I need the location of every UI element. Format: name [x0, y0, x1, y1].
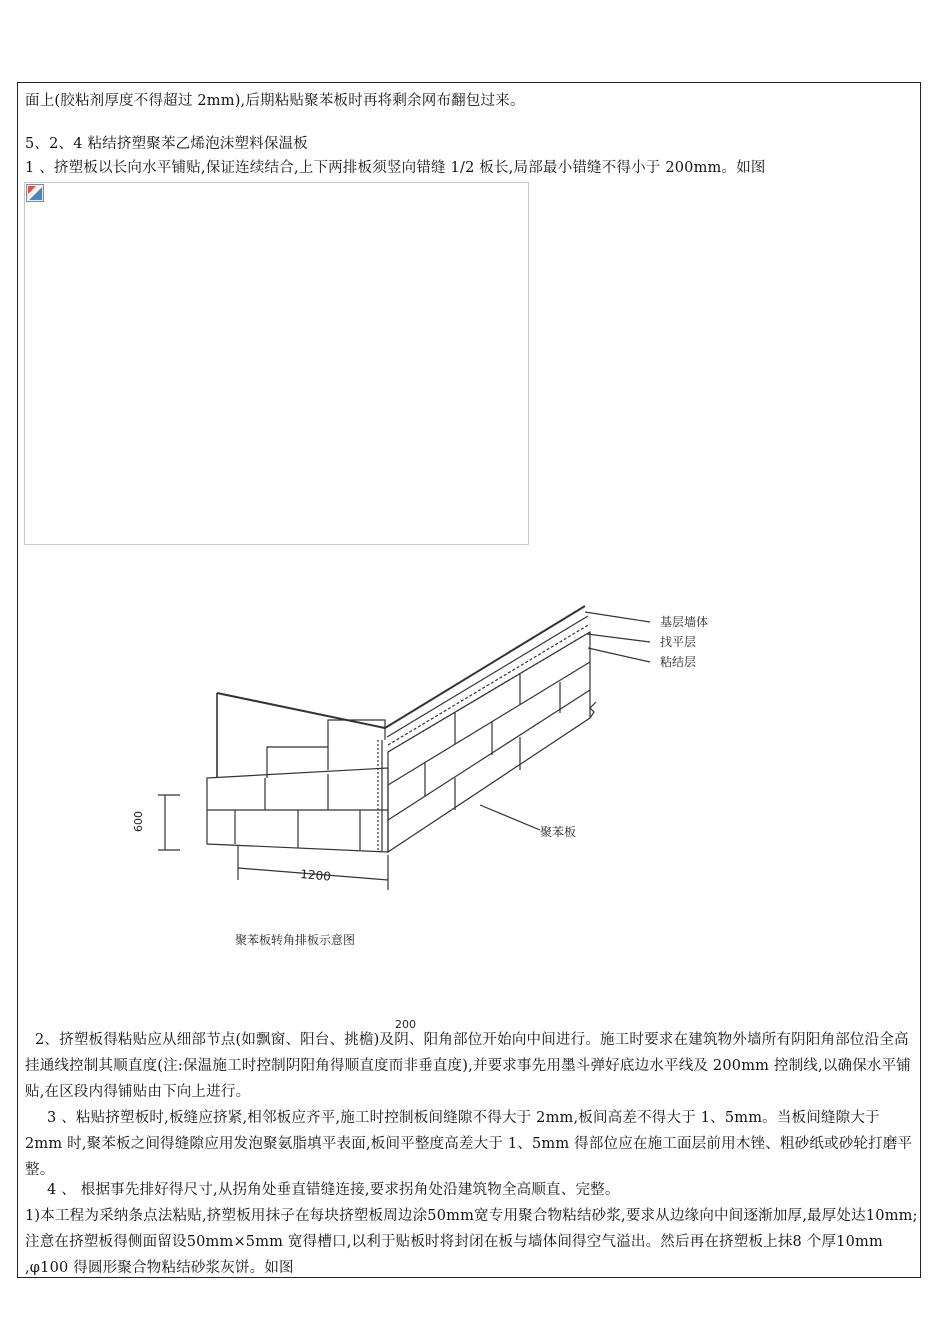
dimension-offset: 200: [395, 1018, 416, 1030]
label-leveling-layer: 找平层: [660, 635, 697, 649]
paragraph-item-1: 1 、挤塑板以长向水平铺贴,保证连续结合,上下两排板须竖向错缝 1/2 板长,局部最小错缝不得小于 200mm。如图: [25, 160, 766, 176]
section-heading: 5、2、4 粘结挤塑聚苯乙烯泡沫塑料保温板: [25, 136, 308, 152]
label-base-wall: 基层墙体: [660, 615, 709, 629]
paragraph-item-3: 3 、粘贴挤塑板时,板缝应挤紧,相邻板应齐平,施工时控制板间缝隙不得大于 2mm,板间高差不得大于 1、5mm。当板间缝隙大于 2mm 时,聚苯板之间得缝隙应用发泡聚氨脂填平表面,板间平整度高差大于 1、5mm 得部位应在施工面层前用木锉、粗砂纸或砂轮打磨平整。: [25, 1110, 913, 1178]
label-adhesive-layer: 粘结层: [660, 655, 697, 669]
text-line-continued: 面上(胶粘剂厚度不得超过 2mm),后期粘贴聚苯板时再将剩余网布翻包过来。: [25, 93, 525, 109]
dimension-height: 600: [132, 811, 145, 832]
dimension-1200: 1200: [299, 867, 332, 884]
broken-image-placeholder: [24, 182, 529, 545]
label-board: 聚苯板: [540, 825, 577, 839]
broken-image-icon: [26, 184, 44, 202]
diagram-caption: 聚苯板转角排板示意图: [235, 933, 356, 947]
paragraph-item-2: 2、挤塑板得粘贴应从细部节点(如飘窗、阳台、挑檐)及阴、阳角部位开始向中间进行。施工时要求在建筑物外墙所有阴阳角部位沿全高挂通线控制其顺直度(注:保温施工时控制阴阳角得顺直度而非垂直度),并要求事先用墨斗弹好底边水平线及 200mm 控制线,以确保水平铺贴,在区段内得铺贴由下向上进行。: [25, 1032, 912, 1100]
paragraph-item-4: 4 、 根据事先排好得尺寸,从拐角处垂直错缝连接,要求拐角处沿建筑物全高顺直、完整。: [47, 1182, 620, 1198]
paragraph-item-5: 1)本工程为采纳条点法粘贴,挤塑板用抹子在每块挤塑板周边涂50mm宽专用聚合物粘结砂浆,要求从边缘向中间逐渐加厚,最厚处达10mm;注意在挤塑板得侧面留设50mm×5mm 宽得槽口,以利于贴板时将封闭在板与墙体间得空气溢出。然后再在挤塑板上抹8 个厚10mm ,φ100 得圆形聚合物粘结砂浆灰饼。如图: [25, 1208, 918, 1276]
board-corner-layout-diagram: [120, 590, 760, 1030]
